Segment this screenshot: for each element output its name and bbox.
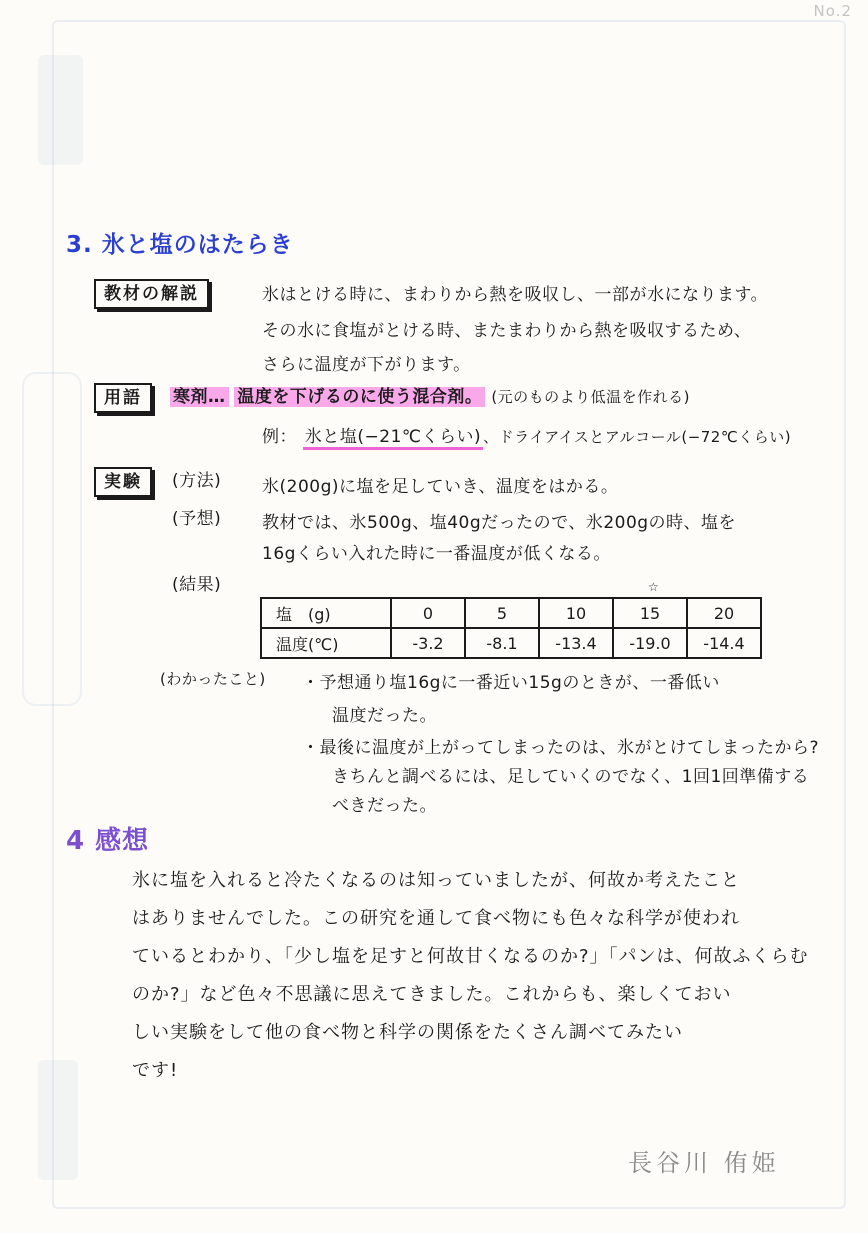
impression-text: [132, 862, 832, 1090]
show-through-box: [22, 372, 82, 706]
table-cell: 5: [465, 598, 539, 628]
impression-line: です!: [132, 1060, 179, 1081]
section-3-title: 3. 氷と塩のはたらき: [66, 232, 294, 258]
table-cell: 10: [539, 598, 613, 628]
show-through-mark-top: [38, 55, 83, 165]
hypothesis-line-2: 16gくらい入れた時に一番温度が低くなる。: [262, 544, 611, 564]
star-mark: ☆: [648, 580, 659, 594]
method-label: (方法): [172, 471, 222, 491]
table-cell: 0: [391, 598, 465, 628]
explanation-line-1: 氷はとける時に、まわりから熱を吸収し、一部が水になります。: [262, 285, 769, 305]
row-header-temperature: 温度(℃): [261, 628, 391, 658]
term-word: 寒剤…: [170, 387, 229, 407]
learned-item-1-line-1: ・予想通り塩16gに一番近い15gのときが、一番低い: [302, 673, 720, 693]
hypothesis-line-1: 教材では、氷500g、塩40gだったので、氷200gの時、塩を: [262, 513, 737, 533]
term-example-prefix: 例：: [262, 427, 297, 447]
table-cell: 15: [613, 598, 687, 628]
learned-item-2-line-1: ・最後に温度が上がってしまったのは、氷がとけてしまったから?: [302, 738, 820, 758]
table-row: [261, 598, 761, 628]
learned-item-1-line-2: 温度だった。: [332, 706, 437, 726]
page-number: No.2: [813, 2, 852, 20]
hypothesis-label: (予想): [172, 509, 222, 529]
section-4-title: 4 感想: [66, 826, 150, 856]
learned-item-2-line-2: きちんと調べるには、足していくのでなく、1回1回準備する: [332, 767, 810, 787]
impression-line: 氷に塩を入れると冷たくなるのは知っていましたが、何故か考えたこと: [132, 870, 740, 891]
table-cell: -3.2: [391, 628, 465, 658]
explanation-line-2: その水に食塩がとける時、またまわりから熱を吸収するため、: [262, 321, 752, 341]
show-through-mark-bottom: [38, 1060, 78, 1180]
table-row: [261, 628, 761, 658]
result-label: (結果): [172, 575, 222, 595]
term-definition: 温度を下げるのに使う混合剤。: [234, 387, 485, 407]
table-cell: -14.4: [687, 628, 761, 658]
table-cell: -13.4: [539, 628, 613, 658]
result-table: [260, 597, 762, 659]
row-header-salt: 塩 (g): [261, 598, 391, 628]
explanation-label: 教材の解説: [94, 279, 209, 309]
term-example-rest: 、ドライアイスとアルコール(−72℃くらい): [483, 428, 792, 446]
term-definition-line: [170, 386, 690, 408]
term-example-line: [262, 426, 791, 448]
term-label: 用語: [94, 383, 152, 413]
term-definition-note: (元のものより低温を作れる): [491, 388, 691, 406]
method-text: 氷(200g)に塩を足していき、温度をはかる。: [262, 477, 619, 497]
table-cell: 20: [687, 598, 761, 628]
impression-line: ているとわかり、「少し塩を足すと何故甘くなるのか?」「パンは、何故ふくらむ: [132, 946, 809, 967]
explanation-line-3: さらに温度が下がります。: [262, 355, 471, 375]
table-cell: -8.1: [465, 628, 539, 658]
term-example-main: 氷と塩(−21℃くらい): [303, 427, 483, 450]
experiment-label: 実験: [94, 467, 152, 497]
table-cell: -19.0: [613, 628, 687, 658]
impression-line: しい実験をして他の食べ物と科学の関係をたくさん調べてみたい: [132, 1022, 683, 1043]
impression-line: のか?」など色々不思議に思えてきました。これからも、楽しくておい: [132, 984, 732, 1005]
author-signature: 長谷川 侑姫: [628, 1149, 780, 1177]
impression-line: はありませんでした。この研究を通して食べ物にも色々な科学が使われ: [132, 908, 740, 929]
learned-item-2-line-3: べきだった。: [332, 796, 437, 816]
learned-label: (わかったこと): [160, 670, 266, 688]
